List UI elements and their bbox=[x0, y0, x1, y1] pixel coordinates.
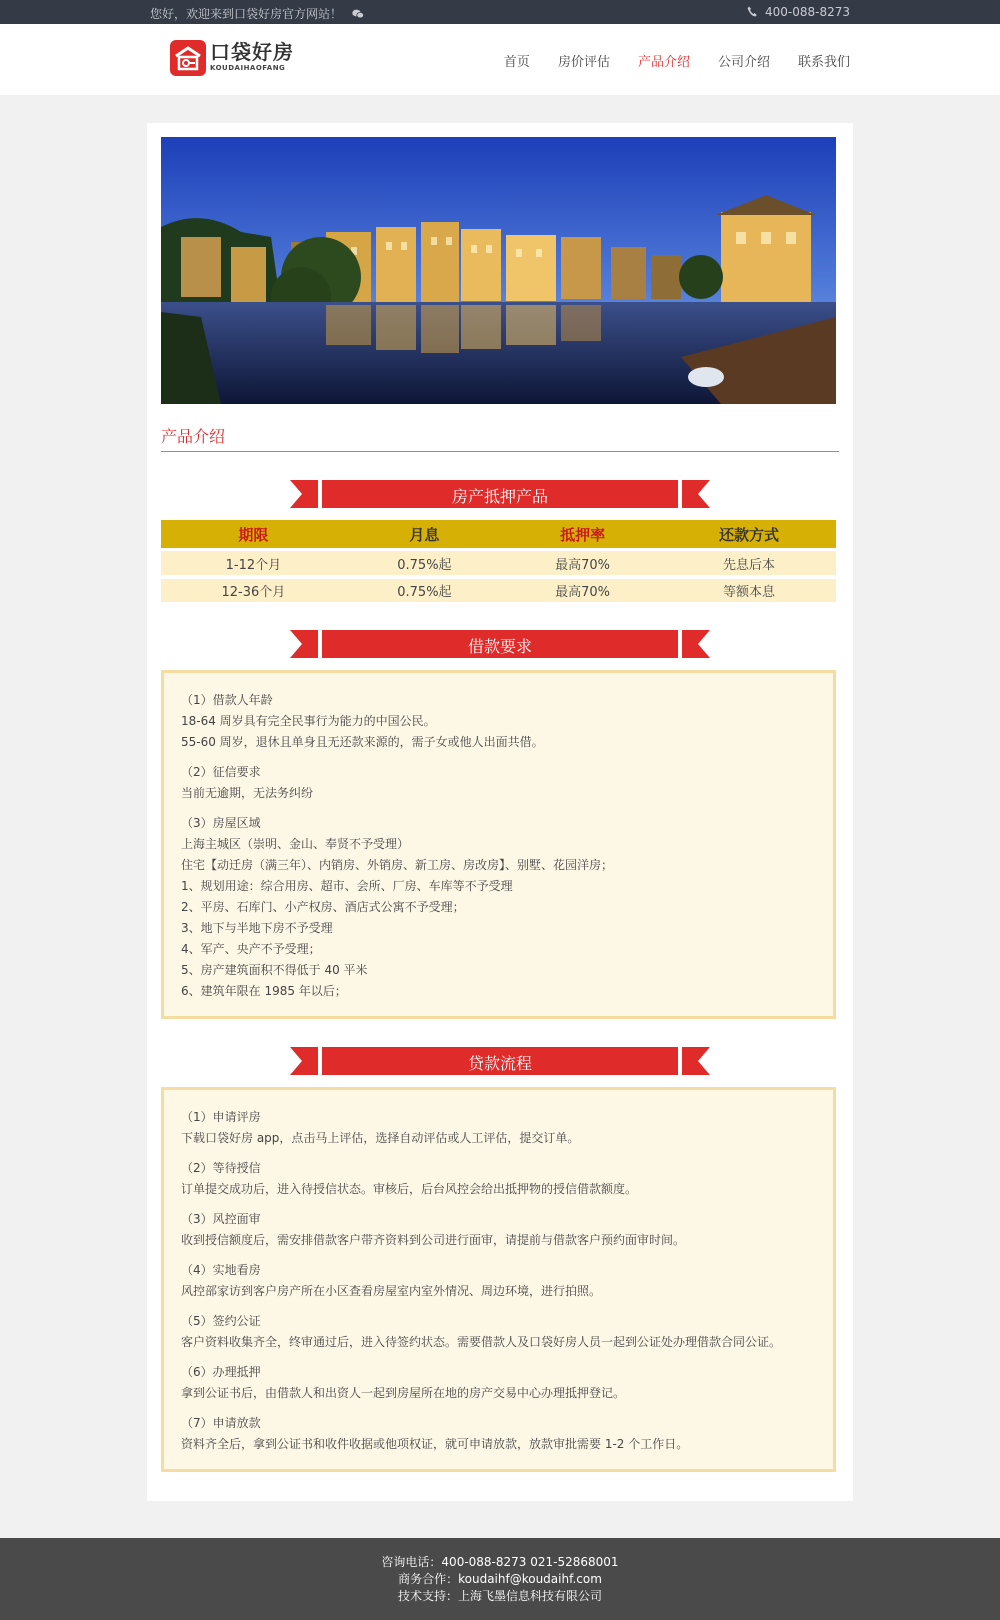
list-item: （3）房屋区域 bbox=[181, 816, 261, 830]
process-step bbox=[181, 1107, 816, 1149]
list-item: 资料齐全后，拿到公证书和收件收据或他项权证，就可申请放款，放款审批需要 1-2 个工作日。 bbox=[181, 1437, 689, 1451]
cell-repayment: 等额本息 bbox=[662, 575, 836, 602]
list-item: 当前无逾期，无法务纠纷 bbox=[181, 786, 314, 800]
list-item: 下载口袋好房 app，点击马上评估，选择自动评估或人工评估，提交订单。 bbox=[181, 1131, 580, 1145]
nav-home[interactable]: 首页 bbox=[503, 55, 530, 70]
page-title: 产品介绍 bbox=[161, 424, 839, 452]
header-monthly-rate: 月息 bbox=[346, 520, 503, 548]
process-step bbox=[181, 1158, 816, 1200]
cell-rate: 0.75%起 bbox=[346, 575, 503, 602]
ribbon-product bbox=[290, 480, 710, 508]
ribbon-process-label: 贷款流程 bbox=[467, 1054, 532, 1073]
header-term: 期限 bbox=[161, 520, 346, 548]
process-step bbox=[181, 1209, 816, 1251]
list-item: 上海主城区（崇明、金山、奉贤不予受理） bbox=[181, 837, 410, 851]
list-item: （7）申请放款 bbox=[181, 1416, 261, 1430]
logo-english: KOUDAIHAOFANG bbox=[210, 64, 286, 72]
list-item: 6、建筑年限在 1985 年以后； bbox=[181, 984, 347, 998]
logo-chinese: 口袋好房 bbox=[210, 40, 294, 64]
list-item: 收到授信额度后，需安排借款客户带齐资料到公司进行面审，请提前与借款客户预约面审时间。 bbox=[181, 1233, 686, 1247]
footer-email[interactable]: 商务合作：koudaihf@koudaihf.com bbox=[398, 1572, 602, 1586]
top-phone-number: 400-088-8273 bbox=[764, 5, 850, 19]
table-row bbox=[161, 548, 836, 575]
table-header-row bbox=[161, 520, 836, 548]
process-step bbox=[181, 1260, 816, 1302]
requirement-credit bbox=[181, 762, 816, 804]
list-item: （5）签约公证 bbox=[181, 1314, 261, 1328]
footer-tech-support: 技术支持：上海飞墨信息科技有限公司 bbox=[397, 1589, 602, 1603]
list-item: （4）实地看房 bbox=[181, 1263, 261, 1277]
footer-phone: 咨询电话：400-088-8273 021-52868001 bbox=[381, 1555, 619, 1569]
ribbon-requirements-label: 借款要求 bbox=[467, 637, 532, 656]
list-item: 订单提交成功后，进入待授信状态。审核后，后台风控会给出抵押物的授信借款额度。 bbox=[181, 1182, 638, 1196]
list-item: （6）办理抵押 bbox=[181, 1365, 261, 1379]
ribbon-requirements bbox=[290, 630, 710, 658]
nav-valuation[interactable]: 房价评估 bbox=[557, 55, 610, 70]
process-step bbox=[181, 1311, 816, 1353]
top-bar bbox=[0, 0, 1000, 24]
nav-products[interactable]: 产品介绍 bbox=[637, 55, 690, 70]
site-header bbox=[0, 24, 1000, 95]
cell-repayment: 先息后本 bbox=[662, 548, 836, 575]
phone-icon bbox=[747, 6, 757, 17]
list-item: （1）申请评房 bbox=[181, 1110, 261, 1124]
list-item: 住宅【动迁房（满三年）、内销房、外销房、新工房、房改房】、别墅、花园洋房； bbox=[181, 858, 614, 872]
header-ltv: 抵押率 bbox=[503, 520, 662, 548]
list-item: 拿到公证书后，由借款人和出资人一起到房屋所在地的房产交易中心办理抵押登记。 bbox=[181, 1386, 626, 1400]
list-item: （2）征信要求 bbox=[181, 765, 261, 779]
nav-company[interactable]: 公司介绍 bbox=[717, 55, 770, 70]
wechat-icon[interactable] bbox=[352, 9, 364, 19]
process-step bbox=[181, 1413, 816, 1455]
cell-ltv: 最高70% bbox=[503, 575, 662, 602]
list-item: 4、军产、央产不予受理； bbox=[181, 942, 321, 956]
list-item: 55-60 周岁，退休且单身且无还款来源的，需子女或他人出面共借。 bbox=[181, 735, 544, 749]
list-item: 客户资料收集齐全，终审通过后，进入待签约状态。需要借款人及口袋好房人员一起到公证处办理借款合同公证。 bbox=[181, 1335, 782, 1349]
process-box bbox=[161, 1087, 836, 1472]
list-item: （3）风控面审 bbox=[181, 1212, 261, 1226]
list-item: 1、规划用途：综合用房、超市、会所、厂房、车库等不予受理 bbox=[181, 879, 513, 893]
welcome-message bbox=[150, 5, 364, 22]
cell-rate: 0.75%起 bbox=[346, 548, 503, 575]
list-item: 5、房产建筑面积不得低于 40 平米 bbox=[181, 963, 368, 977]
list-item: 2、平房、石库门、小产权房、酒店式公寓不予受理； bbox=[181, 900, 465, 914]
table-row bbox=[161, 575, 836, 602]
list-item: （1）借款人年龄 bbox=[181, 693, 273, 707]
ribbon-product-label: 房产抵押产品 bbox=[451, 487, 548, 506]
cell-term: 12-36个月 bbox=[161, 575, 346, 602]
list-item: 风控部家访到客户房产所在小区查看房屋室内室外情况、周边环境，进行拍照。 bbox=[181, 1284, 602, 1298]
list-item: （2）等待授信 bbox=[181, 1161, 261, 1175]
requirement-age bbox=[181, 690, 816, 753]
welcome-text: 您好，欢迎来到口袋好房官方网站！ bbox=[150, 7, 343, 21]
banner-image bbox=[161, 137, 836, 404]
cell-term: 1-12个月 bbox=[161, 548, 346, 575]
main-content bbox=[147, 123, 853, 1501]
house-logo-icon bbox=[170, 40, 206, 76]
cell-ltv: 最高70% bbox=[503, 548, 662, 575]
nav-contact[interactable]: 联系我们 bbox=[797, 55, 850, 70]
top-phone bbox=[747, 5, 850, 19]
list-item: 3、地下与半地下房不予受理 bbox=[181, 921, 333, 935]
requirements-box bbox=[161, 670, 836, 1019]
product-table bbox=[161, 520, 836, 602]
ribbon-process bbox=[290, 1047, 710, 1075]
header-repayment: 还款方式 bbox=[662, 520, 836, 548]
process-step bbox=[181, 1362, 816, 1404]
list-item: 18-64 周岁具有完全民事行为能力的中国公民。 bbox=[181, 714, 436, 728]
main-nav bbox=[476, 51, 850, 70]
site-footer bbox=[0, 1538, 1000, 1620]
requirement-region bbox=[181, 813, 816, 1002]
logo-text bbox=[210, 40, 410, 73]
